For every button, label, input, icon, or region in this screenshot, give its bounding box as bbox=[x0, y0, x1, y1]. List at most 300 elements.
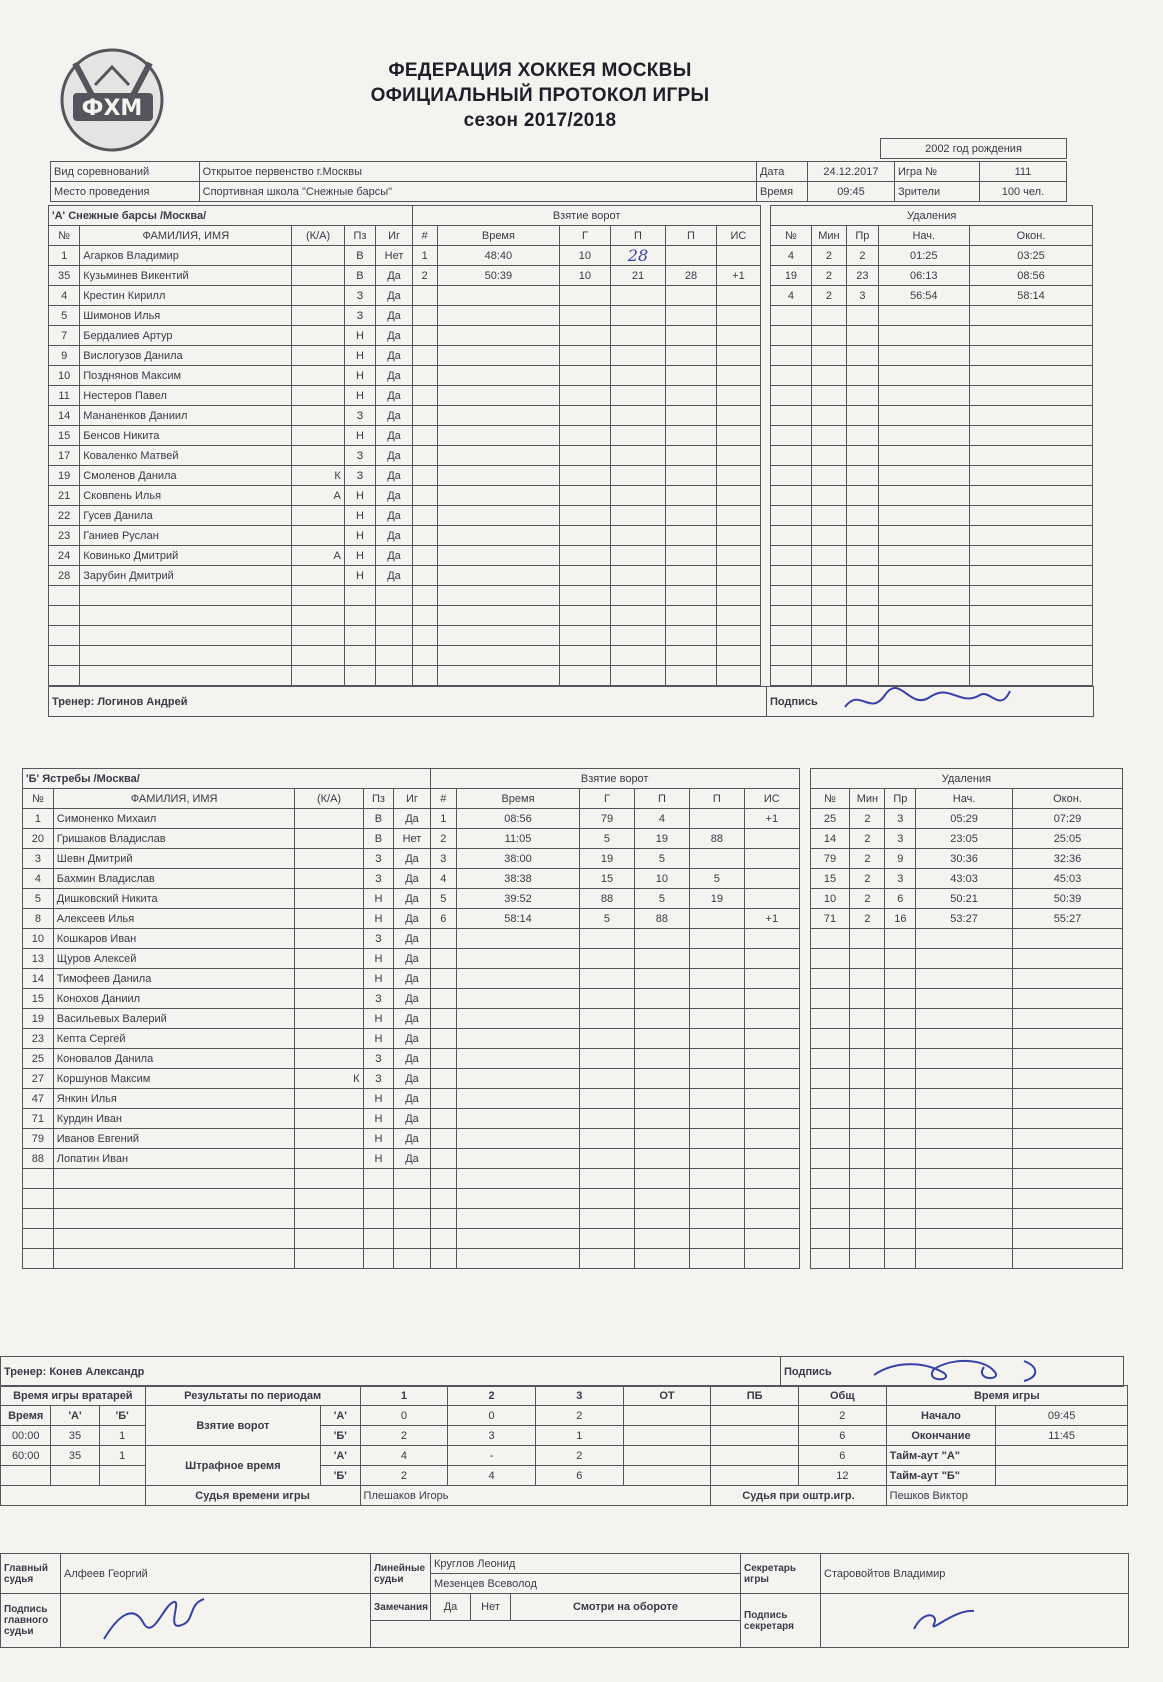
team-a-pen-num: 4 bbox=[771, 286, 811, 306]
team-b-goal-assist-2: 88 bbox=[689, 829, 744, 849]
team-a-gap bbox=[761, 446, 771, 466]
team-a-pen-num bbox=[771, 386, 811, 406]
team-b-pen-num bbox=[810, 1069, 850, 1089]
goals-b-pb bbox=[711, 1426, 799, 1446]
gk-row-1-b: 1 bbox=[99, 1426, 145, 1446]
pim-b-label: 'Б' bbox=[321, 1466, 360, 1486]
team-b-goal-assist-1 bbox=[634, 1249, 689, 1269]
col-goal-assist-1: П bbox=[634, 789, 689, 809]
team-b-goal-idx bbox=[430, 1049, 456, 1069]
team-a-player-name: Гусев Данила bbox=[80, 506, 292, 526]
team-a-player-name: Ковинько Дмитрий bbox=[80, 546, 292, 566]
team-b-goal-assist-1 bbox=[634, 1229, 689, 1249]
team-a-pen-end bbox=[970, 366, 1093, 386]
team-b-player-role bbox=[295, 1229, 363, 1249]
meta-table bbox=[50, 161, 1067, 202]
team-a-section bbox=[48, 205, 1093, 717]
timeout-a-value bbox=[996, 1446, 1128, 1466]
team-a-player-plays: Да bbox=[376, 526, 413, 546]
team-a-pen-start bbox=[878, 426, 970, 446]
gk-a-header: 'А' bbox=[51, 1406, 99, 1426]
team-a-goal-idx bbox=[412, 666, 437, 686]
team-b-pen-start: 23:05 bbox=[916, 829, 1013, 849]
team-b-goal-idx bbox=[430, 1249, 456, 1269]
secretary-label: Секретарь игры bbox=[741, 1554, 821, 1594]
col-pen-reason: Пр bbox=[847, 226, 878, 246]
team-b-goal-assist-1 bbox=[634, 1149, 689, 1169]
team-b-player-num: 10 bbox=[23, 929, 54, 949]
team-b-goal-assist-2 bbox=[689, 1229, 744, 1249]
team-a-player-pos: Н bbox=[344, 546, 375, 566]
team-a-goal-assist-2 bbox=[666, 546, 716, 566]
team-a-pen-end: 03:25 bbox=[970, 246, 1093, 266]
team-b-goal-assist-2 bbox=[689, 849, 744, 869]
team-a-goal-assist-2 bbox=[666, 586, 716, 606]
team-b-sign-label: Подпись bbox=[781, 1357, 861, 1387]
team-b-pen-min: 2 bbox=[850, 829, 885, 849]
team-a-player-role: А bbox=[292, 546, 344, 566]
pim-b-p1: 2 bbox=[360, 1466, 448, 1486]
team-a-pen-reason bbox=[847, 326, 878, 346]
team-a-pen-min bbox=[811, 306, 847, 326]
team-b-row bbox=[23, 1049, 1123, 1069]
team-a-pen-start bbox=[878, 446, 970, 466]
team-b-pen-start bbox=[916, 1089, 1013, 1109]
team-b-player-role bbox=[295, 1149, 363, 1169]
team-b-gap bbox=[799, 909, 810, 929]
team-a-goal-scorer bbox=[560, 366, 610, 386]
team-a-gap bbox=[761, 406, 771, 426]
team-b-player-pos: З bbox=[363, 1049, 394, 1069]
team-b-gap bbox=[799, 1169, 810, 1189]
team-a-goal-strength bbox=[716, 486, 761, 506]
team-b-pen-end bbox=[1012, 1049, 1122, 1069]
team-a-pen-reason bbox=[847, 566, 878, 586]
team-b-goal-assist-1 bbox=[634, 969, 689, 989]
team-b-pen-min bbox=[850, 1209, 885, 1229]
team-b-pen-reason bbox=[885, 1109, 916, 1129]
team-b-pen-end bbox=[1012, 1249, 1122, 1269]
team-a-pen-start bbox=[878, 666, 970, 686]
team-a-goal-time: 50:39 bbox=[437, 266, 560, 286]
goals-b-p2: 3 bbox=[448, 1426, 536, 1446]
team-b-goal-time bbox=[456, 1149, 579, 1169]
team-a-gap bbox=[761, 426, 771, 446]
page-title bbox=[300, 58, 780, 133]
team-a-goal-strength bbox=[716, 306, 761, 326]
team-b-pen-end bbox=[1012, 1029, 1122, 1049]
team-a-pen-min bbox=[811, 406, 847, 426]
col-pen-num: № bbox=[810, 789, 850, 809]
notes-label: Замечания bbox=[371, 1594, 431, 1621]
team-a-player-pos bbox=[344, 666, 375, 686]
team-a-pen-num bbox=[771, 586, 811, 606]
fhm-logo bbox=[55, 45, 170, 155]
team-b-goal-time bbox=[456, 1089, 579, 1109]
team-a-pen-min bbox=[811, 566, 847, 586]
team-b-pen-num bbox=[810, 1209, 850, 1229]
team-a-pen-end bbox=[970, 446, 1093, 466]
team-b-pen-start: 30:36 bbox=[916, 849, 1013, 869]
team-b-row bbox=[23, 1129, 1123, 1149]
team-b-pen-end bbox=[1012, 1189, 1122, 1209]
team-b-pen-end bbox=[1012, 969, 1122, 989]
team-a-player-name bbox=[80, 646, 292, 666]
team-b-pen-start bbox=[916, 1249, 1013, 1269]
team-b-pen-num bbox=[810, 1089, 850, 1109]
team-b-player-name: Васильевых Валерий bbox=[53, 1009, 295, 1029]
team-b-goal-idx bbox=[430, 1129, 456, 1149]
team-b-goal-scorer bbox=[580, 1089, 635, 1109]
team-b-goal-assist-1 bbox=[634, 1189, 689, 1209]
team-a-player-role bbox=[292, 346, 344, 366]
team-a-goal-idx bbox=[412, 626, 437, 646]
team-b-pen-reason: 6 bbox=[885, 889, 916, 909]
team-a-pen-end bbox=[970, 646, 1093, 666]
team-b-row bbox=[23, 1089, 1123, 1109]
col-ka: (К/А) bbox=[292, 226, 344, 246]
team-a-goal-idx bbox=[412, 406, 437, 426]
team-b-player-name: Курдин Иван bbox=[53, 1109, 295, 1129]
main-ref-signature bbox=[61, 1594, 371, 1648]
team-b-pen-num bbox=[810, 949, 850, 969]
team-b-player-pos: З bbox=[363, 849, 394, 869]
team-a-goal-assist-1 bbox=[610, 566, 666, 586]
team-a-pen-start: 01:25 bbox=[878, 246, 970, 266]
team-b-player-pos: Н bbox=[363, 889, 394, 909]
team-b-pen-start bbox=[916, 1069, 1013, 1089]
team-a-pen-num bbox=[771, 366, 811, 386]
team-b-goal-scorer bbox=[580, 1029, 635, 1049]
team-b-goal-assist-1 bbox=[634, 949, 689, 969]
team-b-pen-min bbox=[850, 1189, 885, 1209]
team-a-player-pos bbox=[344, 606, 375, 626]
team-b-pen-end bbox=[1012, 989, 1122, 1009]
team-b-pen-reason bbox=[885, 929, 916, 949]
team-a-goal-scorer bbox=[560, 406, 610, 426]
team-b-coach: Тренер: Конев Александр bbox=[1, 1357, 781, 1387]
team-a-player-num: 28 bbox=[49, 566, 80, 586]
team-a-pen-num: 19 bbox=[771, 266, 811, 286]
team-a-row bbox=[49, 506, 1093, 526]
team-a-goal-assist-1 bbox=[610, 366, 666, 386]
team-b-pen-num: 15 bbox=[810, 869, 850, 889]
team-b-gap bbox=[799, 1029, 810, 1049]
goals-label: Взятие ворот bbox=[145, 1406, 320, 1446]
team-b-goal-strength bbox=[744, 1169, 799, 1189]
team-b-goal-idx: 5 bbox=[430, 889, 456, 909]
team-b-row bbox=[23, 1029, 1123, 1049]
team-b-pen-num bbox=[810, 1249, 850, 1269]
start-value: 09:45 bbox=[996, 1406, 1128, 1426]
team-b-row bbox=[23, 1109, 1123, 1129]
pim-a-p2: - bbox=[448, 1446, 536, 1466]
team-b-goal-idx bbox=[430, 1069, 456, 1089]
team-a-row bbox=[49, 426, 1093, 446]
team-b-goal-time: 08:56 bbox=[456, 809, 579, 829]
team-b-gap bbox=[799, 829, 810, 849]
team-a-pen-reason bbox=[847, 466, 878, 486]
team-b-row bbox=[23, 929, 1123, 949]
team-b-player-role bbox=[295, 1249, 363, 1269]
team-b-player-role bbox=[295, 929, 363, 949]
team-a-pen-num bbox=[771, 506, 811, 526]
team-a-pen-min bbox=[811, 606, 847, 626]
team-b-player-plays: Да bbox=[394, 809, 430, 829]
spectators-label: Зрители bbox=[894, 182, 979, 202]
team-b-pen-end: 55:27 bbox=[1012, 909, 1122, 929]
team-b-row bbox=[23, 809, 1123, 829]
team-b-player-num: 23 bbox=[23, 1029, 54, 1049]
team-b-gap bbox=[799, 1129, 810, 1149]
team-b-goal-time: 58:14 bbox=[456, 909, 579, 929]
team-b-pen-end bbox=[1012, 1209, 1122, 1229]
team-a-player-name: Мананенков Даниил bbox=[80, 406, 292, 426]
team-a-goal-scorer bbox=[560, 586, 610, 606]
team-a-goal-strength: +1 bbox=[716, 266, 761, 286]
main-ref-name: Алфеев Георгий bbox=[61, 1554, 371, 1594]
team-a-goal-time bbox=[437, 406, 560, 426]
team-a-goal-scorer bbox=[560, 526, 610, 546]
team-a-goal-idx bbox=[412, 366, 437, 386]
gk-row-2-b: 1 bbox=[99, 1446, 145, 1466]
team-a-gap bbox=[761, 546, 771, 566]
team-b-pen-num: 71 bbox=[810, 909, 850, 929]
team-b-goal-assist-2 bbox=[689, 929, 744, 949]
team-a-player-num: 22 bbox=[49, 506, 80, 526]
team-a-goal-scorer bbox=[560, 566, 610, 586]
team-b-pen-reason bbox=[885, 1009, 916, 1029]
team-a-table bbox=[48, 205, 1093, 686]
team-b-player-plays: Да bbox=[394, 1009, 430, 1029]
team-b-pen-num bbox=[810, 989, 850, 1009]
team-b-pen-reason bbox=[885, 1049, 916, 1069]
team-b-goal-time bbox=[456, 969, 579, 989]
team-a-pen-reason bbox=[847, 626, 878, 646]
team-b-player-name: Кепта Сергей bbox=[53, 1029, 295, 1049]
team-b-goal-assist-1: 5 bbox=[634, 889, 689, 909]
team-a-goal-assist-2 bbox=[666, 446, 716, 466]
team-b-goal-idx bbox=[430, 929, 456, 949]
team-b-player-pos bbox=[363, 1169, 394, 1189]
team-b-pen-min: 2 bbox=[850, 809, 885, 829]
team-b-pen-end bbox=[1012, 1109, 1122, 1129]
team-a-gap bbox=[761, 366, 771, 386]
team-a-gap bbox=[761, 526, 771, 546]
team-b-player-pos: З bbox=[363, 929, 394, 949]
team-a-player-pos bbox=[344, 646, 375, 666]
team-b-pen-reason: 3 bbox=[885, 809, 916, 829]
team-b-player-plays: Да bbox=[394, 1049, 430, 1069]
team-a-row bbox=[49, 346, 1093, 366]
team-a-pen-num bbox=[771, 486, 811, 506]
team-a-player-plays: Да bbox=[376, 266, 413, 286]
team-b-row bbox=[23, 849, 1123, 869]
team-a-player-plays: Нет bbox=[376, 246, 413, 266]
team-a-player-pos: В bbox=[344, 266, 375, 286]
team-b-pen-start bbox=[916, 1029, 1013, 1049]
team-b-pen-min bbox=[850, 1109, 885, 1129]
team-a-goal-time bbox=[437, 326, 560, 346]
team-a-pen-start bbox=[878, 346, 970, 366]
col-pos: Пз bbox=[363, 789, 394, 809]
pim-b-ot bbox=[623, 1466, 711, 1486]
team-b-goal-scorer bbox=[580, 1249, 635, 1269]
team-b-row bbox=[23, 889, 1123, 909]
team-b-pen-end: 45:03 bbox=[1012, 869, 1122, 889]
team-b-pen-start bbox=[916, 1129, 1013, 1149]
col-goal-assist-2: П bbox=[666, 226, 716, 246]
team-b-pen-start bbox=[916, 1189, 1013, 1209]
team-a-goal-assist-1 bbox=[610, 606, 666, 626]
team-a-goal-idx bbox=[412, 646, 437, 666]
team-a-gap bbox=[761, 266, 771, 286]
team-b-pen-reason bbox=[885, 1069, 916, 1089]
officials-table bbox=[0, 1553, 1129, 1648]
team-a-player-pos: Н bbox=[344, 386, 375, 406]
team-b-gap bbox=[799, 989, 810, 1009]
team-a-player-num: 21 bbox=[49, 486, 80, 506]
col-goal-time: Время bbox=[456, 789, 579, 809]
team-b-pen-start: 53:27 bbox=[916, 909, 1013, 929]
team-b-goal-time bbox=[456, 989, 579, 1009]
team-a-pen-num bbox=[771, 666, 811, 686]
team-a-goal-scorer bbox=[560, 506, 610, 526]
team-b-player-plays: Да bbox=[394, 1129, 430, 1149]
team-b-pen-start bbox=[916, 929, 1013, 949]
team-a-goal-strength bbox=[716, 466, 761, 486]
team-b-player-name: Дишковский Никита bbox=[53, 889, 295, 909]
team-b-pen-min: 2 bbox=[850, 869, 885, 889]
pim-b-p2: 4 bbox=[448, 1466, 536, 1486]
team-b-goal-time bbox=[456, 1009, 579, 1029]
time-value: 09:45 bbox=[807, 182, 894, 202]
col-pen-start: Нач. bbox=[916, 789, 1013, 809]
pim-label: Штрафное время bbox=[145, 1446, 320, 1486]
team-b-player-plays: Да bbox=[394, 1109, 430, 1129]
team-a-goal-time bbox=[437, 546, 560, 566]
team-a-goal-time bbox=[437, 386, 560, 406]
team-b-goal-assist-1: 10 bbox=[634, 869, 689, 889]
team-a-player-role bbox=[292, 586, 344, 606]
team-a-player-role bbox=[292, 446, 344, 466]
team-a-pen-reason bbox=[847, 426, 878, 446]
team-b-pen-min bbox=[850, 1009, 885, 1029]
team-a-goal-strength bbox=[716, 666, 761, 686]
team-b-pen-end bbox=[1012, 949, 1122, 969]
team-a-row bbox=[49, 406, 1093, 426]
team-a-player-name bbox=[80, 666, 292, 686]
team-a-goal-assist-2 bbox=[666, 386, 716, 406]
team-b-player-plays: Нет bbox=[394, 829, 430, 849]
team-a-player-num: 17 bbox=[49, 446, 80, 466]
team-b-player-plays bbox=[394, 1229, 430, 1249]
team-a-player-pos: З bbox=[344, 466, 375, 486]
team-b-player-pos: З bbox=[363, 869, 394, 889]
team-b-row bbox=[23, 869, 1123, 889]
team-a-goal-scorer bbox=[560, 606, 610, 626]
team-a-player-num: 19 bbox=[49, 466, 80, 486]
goals-b-ot bbox=[623, 1426, 711, 1446]
team-b-goal-assist-1: 5 bbox=[634, 849, 689, 869]
team-a-goal-time bbox=[437, 446, 560, 466]
team-a-player-name: Кузьминев Викентий bbox=[80, 266, 292, 286]
team-a-goal-assist-1 bbox=[610, 586, 666, 606]
team-b-row bbox=[23, 1169, 1123, 1189]
team-a-goal-assist-2 bbox=[666, 326, 716, 346]
team-b-goal-strength bbox=[744, 1049, 799, 1069]
team-a-pen-start bbox=[878, 506, 970, 526]
team-b-player-num: 47 bbox=[23, 1089, 54, 1109]
team-a-gap bbox=[761, 666, 771, 686]
team-a-pen-end bbox=[970, 486, 1093, 506]
col-goal-strength: ИС bbox=[716, 226, 761, 246]
team-a-player-plays bbox=[376, 646, 413, 666]
team-a-row bbox=[49, 446, 1093, 466]
team-b-goals-title: Взятие ворот bbox=[430, 769, 799, 789]
team-b-goal-strength bbox=[744, 829, 799, 849]
team-b-player-pos: Н bbox=[363, 969, 394, 989]
team-a-goal-idx bbox=[412, 566, 437, 586]
col-name: ФАМИЛИЯ, ИМЯ bbox=[53, 789, 295, 809]
team-b-table bbox=[22, 768, 1123, 1269]
team-b-player-num: 13 bbox=[23, 949, 54, 969]
team-a-player-pos: З bbox=[344, 286, 375, 306]
team-b-player-num: 1 bbox=[23, 809, 54, 829]
team-a-player-pos: Н bbox=[344, 366, 375, 386]
team-b-row bbox=[23, 1009, 1123, 1029]
team-b-player-pos: Н bbox=[363, 1009, 394, 1029]
team-b-pen-end bbox=[1012, 1069, 1122, 1089]
team-a-goal-strength bbox=[716, 426, 761, 446]
team-a-player-pos: З bbox=[344, 446, 375, 466]
col-num: № bbox=[23, 789, 54, 809]
team-a-row bbox=[49, 246, 1093, 266]
team-b-player-num: 4 bbox=[23, 869, 54, 889]
team-a-pen-min bbox=[811, 386, 847, 406]
team-a-player-plays: Да bbox=[376, 506, 413, 526]
team-a-goal-scorer bbox=[560, 646, 610, 666]
team-a-pen-reason bbox=[847, 546, 878, 566]
team-a-player-pos: З bbox=[344, 406, 375, 426]
pim-b-pb bbox=[711, 1466, 799, 1486]
team-a-pen-min bbox=[811, 506, 847, 526]
team-b-goal-strength bbox=[744, 1089, 799, 1109]
team-b-row bbox=[23, 1229, 1123, 1249]
team-a-player-pos: Н bbox=[344, 506, 375, 526]
team-b-player-role bbox=[295, 989, 363, 1009]
team-a-pen-end bbox=[970, 386, 1093, 406]
col-ka: (К/А) bbox=[295, 789, 363, 809]
timekeeper-label: Судья времени игры bbox=[145, 1486, 360, 1506]
team-a-player-role bbox=[292, 366, 344, 386]
team-b-goal-assist-1 bbox=[634, 1089, 689, 1109]
periods-title: Результаты по периодам bbox=[145, 1386, 360, 1406]
team-a-goal-strength bbox=[716, 606, 761, 626]
team-b-goal-time bbox=[456, 1029, 579, 1049]
team-b-goal-time bbox=[456, 1209, 579, 1229]
team-a-pen-reason bbox=[847, 406, 878, 426]
team-b-row bbox=[23, 829, 1123, 849]
team-b-pen-num bbox=[810, 929, 850, 949]
team-a-pen-start: 06:13 bbox=[878, 266, 970, 286]
team-b-goal-assist-2 bbox=[689, 1249, 744, 1269]
team-a-pen-end bbox=[970, 526, 1093, 546]
team-b-player-name: Лопатин Иван bbox=[53, 1149, 295, 1169]
team-a-pen-end bbox=[970, 506, 1093, 526]
team-b-player-plays bbox=[394, 1169, 430, 1189]
team-b-goal-idx: 6 bbox=[430, 909, 456, 929]
